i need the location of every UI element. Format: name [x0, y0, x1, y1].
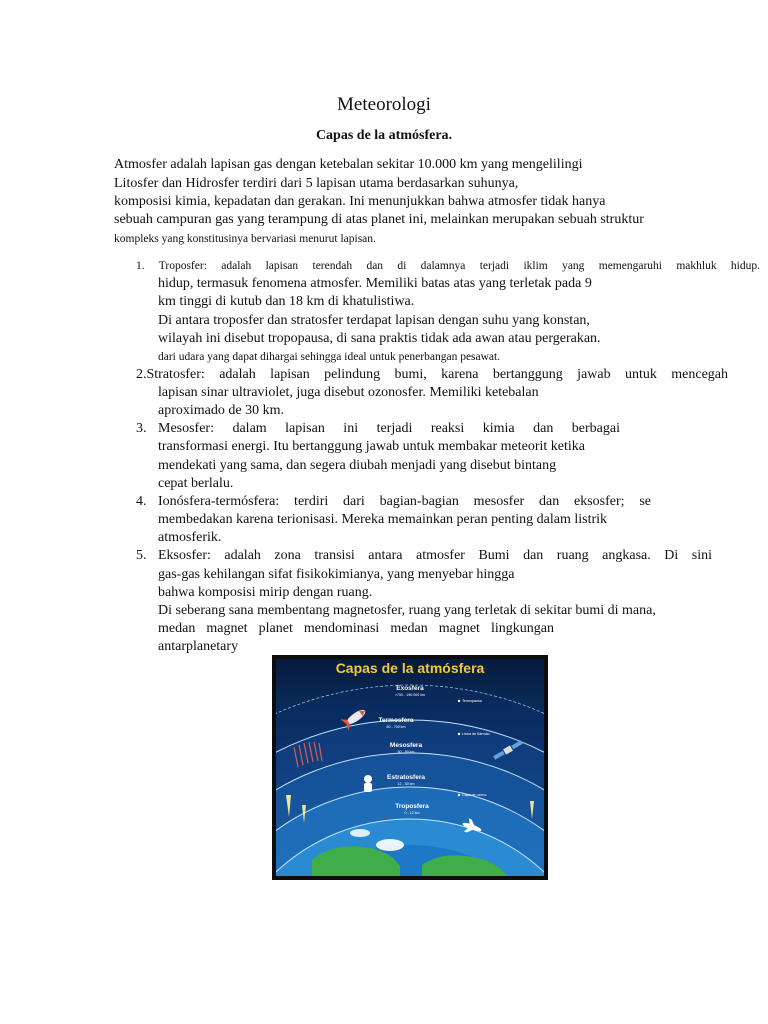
list-item-line: Di antara troposfer dan stratosfer terdapat lapisan dengan suhu yang konstan, [158, 313, 590, 328]
intro-line: Litosfer dan Hidrosfer terdiri dari 5 lapisan utama berdasarkan suhunya, [114, 176, 519, 191]
atmosphere-layers-figure [272, 655, 548, 880]
side-label: Termopausa [462, 699, 482, 703]
list-item-stratosfer: 2.Stratosfer: adalah lapisan pelindung bumi, karena bertanggung jawab untuk mencegah [136, 367, 728, 382]
list-item-line: transformasi energi. Itu bertanggung jawab untuk membakar meteorit ketika [158, 439, 585, 454]
list-item-troposfer: 1. Troposfer: adalah lapisan terendah dan di dalamnya terjadi iklim yang memengaruhi makhluk hidup. [136, 260, 760, 272]
list-item-line: hidup, termasuk fenomena atmosfer. Memiliki batas atas yang terletak pada 9 [158, 276, 592, 291]
document-subtitle: Capas de la atmósfera. [315, 128, 453, 143]
list-item-eksosfer: Eksosfer: adalah zona transisi antara atmosfer Bumi dan ruang angkasa. Di sini [158, 548, 712, 563]
list-item-line: atmosferik. [158, 530, 222, 545]
list-item-line: antarplanetary [158, 639, 239, 654]
list-item-line: mendekati yang sama, dan segera diubah menjadi yang disebut bintang [158, 458, 557, 473]
list-item-line: lapisan sinar ultraviolet, juga disebut ozonosfer. Memiliki ketebalan [158, 385, 539, 400]
list-item-line: km tinggi di kutub dan 18 km di khatulistiwa. [158, 294, 415, 309]
list-item-line: dari udara yang dapat dihargai sehingga ideal untuk penerbangan pesawat. [158, 351, 501, 363]
list-item-line: gas-gas kehilangan sifat fisikokimianya, yang menyebar hingga [158, 567, 515, 582]
intro-line: komposisi kimia, kepadatan dan gerakan. Ini menunjukkan bahwa atmosfer tidak hanya [114, 194, 606, 209]
layer-name: Troposfera [395, 803, 429, 810]
list-item-ionosfera: Ionósfera-termósfera: terdiri dari bagian-bagian mesosfer dan eksosfer; se [158, 494, 651, 509]
list-item-line: aproximado de 30 km. [158, 403, 284, 418]
atmosphere-infographic [272, 655, 548, 880]
layer-range: >700 - 190.000 km [394, 693, 426, 697]
list-item-line: cepat berlalu. [158, 476, 234, 491]
layer-name: Termosfera [378, 717, 414, 724]
list-number: 5. [136, 548, 147, 563]
astronaut-icon [364, 775, 372, 792]
layer-name: Mesosfera [389, 742, 423, 749]
list-number: 4. [136, 494, 147, 509]
figure-heading: Capas de la atmósfera [335, 660, 485, 676]
layer-name: Estratosfera [387, 774, 425, 781]
intro-line: kompleks yang konstitusinya bervariasi menurut lapisan. [114, 233, 376, 245]
list-item-line: wilayah ini disebut tropopausa, di sana praktis tidak ada awan atau pergerakan. [158, 331, 601, 346]
layer-name: Exosfera [396, 685, 424, 692]
list-item-line: medan magnet planet mendominasi medan magnet lingkungan [158, 621, 554, 636]
side-label: Capa de ozono [462, 793, 487, 797]
layer-range: 80 - 700 km [386, 725, 406, 729]
cloud-icon [376, 839, 404, 851]
page-title: Meteorologi [337, 94, 431, 115]
list-item-line: Di seberang sana membentang magnetosfer, ruang yang terletak di sekitar bumi di mana, [158, 603, 656, 618]
intro-line: Atmosfer adalah lapisan gas dengan ketebalan sekitar 10.000 km yang mengelilingi [114, 157, 583, 172]
intro-line: sebuah campuran gas yang terampung di atas planet ini, melainkan merupakan sebuah struktur [114, 212, 644, 227]
list-item-line: bahwa komposisi mirip dengan ruang. [158, 585, 373, 600]
list-item-mesosfer: Mesosfer: dalam lapisan ini terjadi reaksi kimia dan berbagai [158, 421, 620, 436]
layer-range: 12 - 50 km [397, 782, 415, 786]
side-label: Línea de Kármán [462, 732, 490, 736]
layer-range: 0 - 12 km [404, 811, 420, 815]
list-number: 3. [136, 421, 147, 436]
layer-range: 50 - 80 km [397, 750, 415, 754]
list-item-line: membedakan karena terionisasi. Mereka memainkan peran penting dalam listrik [158, 512, 608, 527]
